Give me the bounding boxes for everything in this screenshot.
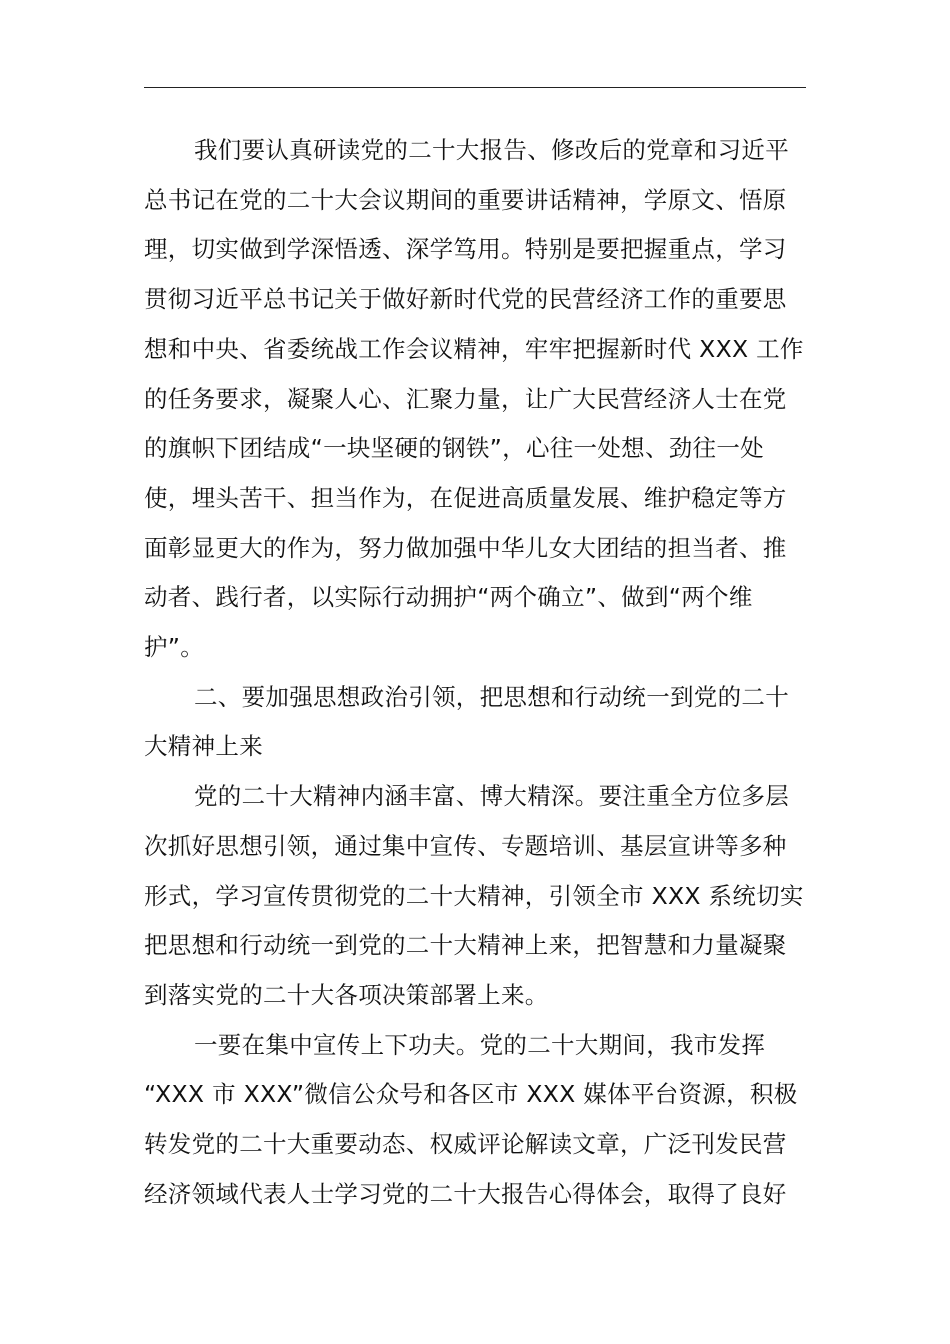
text-line: 理，切实做到学深悟透、深学笃用。特别是要把握重点，学习 <box>144 235 787 264</box>
text-line: 我们要认真研读党的二十大报告、修改后的党章和习近平 <box>194 136 789 164</box>
header-rule <box>144 87 806 88</box>
text-line: 使，埋头苦干、担当作为，在促进高质量发展、维护稳定等方 <box>144 483 787 512</box>
text-line: 到落实党的二十大各项决策部署上来。 <box>144 980 549 1009</box>
heading-line: 大精神上来 <box>144 732 263 761</box>
paragraph-study-report <box>144 126 806 673</box>
text-line: 总书记在党的二十大会议期间的重要讲话精神，学原文、悟原 <box>144 185 787 214</box>
text-line: 转发党的二十大重要动态、权威评论解读文章，广泛刊发民营 <box>144 1130 787 1159</box>
text-line: “XXX 市 XXX”微信公众号和各区市 XXX 媒体平台资源，积极 <box>144 1080 798 1109</box>
text-line: 一要在集中宣传上下功夫。党的二十大期间，我市发挥 <box>194 1030 766 1059</box>
text-line: 党的二十大精神内涵丰富、博大精深。要注重全方位多层 <box>194 782 789 811</box>
text-line: 的任务要求，凝聚人心、汇聚力量，让广大民营经济人士在党 <box>144 384 787 413</box>
document-body <box>144 126 806 1219</box>
text-line: 动者、践行者，以实际行动拥护“两个确立”、做到“两个维 <box>144 583 753 612</box>
paragraph-spirit <box>144 772 806 1021</box>
section-heading-two <box>144 673 806 772</box>
text-line: 想和中央、省委统战工作会议精神，牢牢把握新时代 XXX 工作 <box>144 334 804 363</box>
text-line: 面彰显更大的作为，努力做加强中华儿女大团结的担当者、推 <box>144 533 787 562</box>
text-line: 护”。 <box>144 633 205 662</box>
paragraph-publicity <box>144 1021 806 1220</box>
text-line: 经济领域代表人士学习党的二十大报告心得体会，取得了良好 <box>144 1179 787 1208</box>
text-line: 贯彻习近平总书记关于做好新时代党的民营经济工作的重要思 <box>144 285 787 314</box>
text-line: 次抓好思想引领，通过集中宣传、专题培训、基层宣讲等多种 <box>144 831 787 860</box>
text-line: 的旗帜下团结成“一块坚硬的钢铁”，心往一处想、劲往一处 <box>144 434 764 463</box>
text-line: 形式，学习宣传贯彻党的二十大精神，引领全市 XXX 系统切实 <box>144 881 804 910</box>
text-line: 把思想和行动统一到党的二十大精神上来，把智慧和力量凝聚 <box>144 931 787 960</box>
heading-line: 二、要加强思想政治引领，把思想和行动统一到党的二十 <box>194 682 789 711</box>
